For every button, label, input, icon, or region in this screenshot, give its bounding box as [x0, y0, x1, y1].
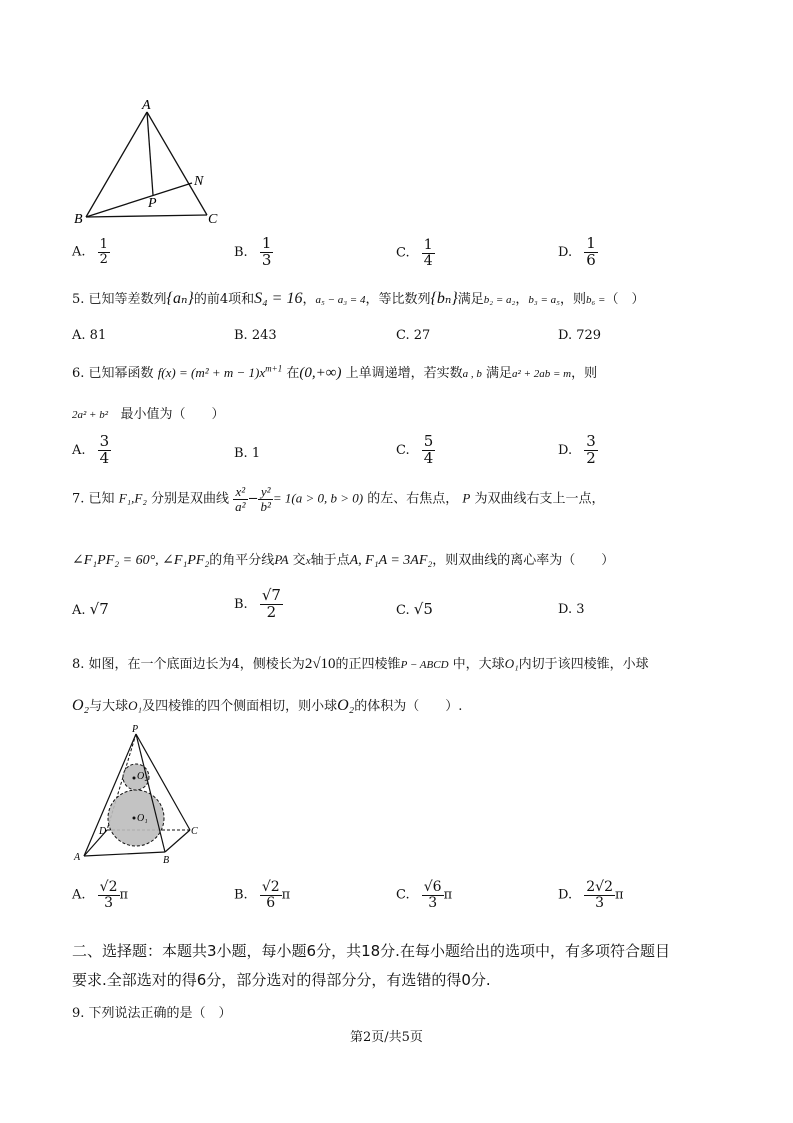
q8-option-a: A. $\frac{√2}{3}$ π	[72, 879, 129, 911]
q7-option-b: B. $\frac{√7}{2}$	[234, 586, 281, 621]
fig-label-B: B	[163, 855, 170, 866]
q9-stem: 9. 下列说法正确的是（ ）	[72, 1006, 232, 1021]
label-A: A	[142, 98, 151, 113]
fig-label-P: P	[132, 724, 139, 735]
q6-option-a: A. $\frac{3}{4}$	[72, 432, 110, 467]
q8-option-c: C. $\frac{√6}{3}$ π	[396, 879, 453, 911]
q7-option-c: C. √5	[396, 600, 433, 618]
label-N: N	[194, 174, 204, 189]
q5-option-b: B. 243	[234, 328, 277, 343]
q4-option-a: A. $\frac{1}{2}$	[72, 237, 108, 267]
q7-stem-line1: 7. 已知 F₁,F₂ 分别是双曲线 $\frac{\text{x²}}{\text{a²}}$ − $\frac{\text{y²}}{\text{b²}}$ = 1(a > 0, b > 0) 的左、右焦点， P 为双曲线右支上一点，	[72, 484, 605, 514]
q7-option-a: A. √7	[72, 600, 109, 618]
label-B: B	[74, 212, 83, 227]
fig-label-O1: O₁	[137, 813, 148, 824]
fig-label-A: A	[74, 852, 81, 863]
q6-option-c: C. $\frac{5}{4}$	[396, 432, 434, 467]
label-P: P	[148, 196, 157, 211]
q6-option-d: D. $\frac{3}{2}$	[558, 432, 596, 467]
section2-heading-line2: 要求.全部选对的得6分，部分选对的得部分分，有选错的得0分.	[72, 971, 491, 989]
q5-stem: 5. 已知等差数列{aₙ}的前4项和S₄ = 16，a₅ − a₃ = 4，等比数列{bₙ}满足b₂ = a₂，b₃ = a₅，则b₆ =（ ）	[72, 290, 645, 307]
triangle-figure	[70, 92, 230, 232]
pyramid-figure	[70, 724, 210, 869]
q4-option-d: D. $\frac{1}{6}$	[558, 234, 596, 269]
q6-stem-line2: 2a² + b² 最小值为（ ）	[72, 407, 225, 422]
fig-label-O2: O₂	[137, 771, 148, 782]
q4-option-b: B. $\frac{1}{3}$	[234, 234, 272, 269]
label-C: C	[208, 212, 218, 227]
q5-option-d: D. 729	[558, 328, 602, 343]
q8-option-b: B. $\frac{√2}{6}$ π	[234, 879, 291, 911]
q6-stem-line1: 6. 已知幂函数 $f(x) = (m^2 + m - 1)x^{m+1}$ 在(0,+∞) 上单调递增，若实数a , b 满足a² + 2ab = m，则	[72, 363, 598, 381]
q7-option-d: D. 3	[558, 602, 585, 617]
page-footer: 第2页/共5页	[350, 1030, 423, 1045]
q6-option-b: B. 1	[234, 446, 261, 461]
q8-option-d: D. $\frac{2√2}{3}$ π	[558, 879, 624, 911]
q8-stem-line1: 8. 如图，在一个底面边长为4，侧棱长为2√10的正四棱锥P − ABCD 中，大球O₁内切于该四棱锥，小球	[72, 656, 649, 672]
fig-label-C: C	[191, 826, 198, 837]
q5-option-a: A. 81	[72, 328, 107, 343]
section2-heading-line1: 二、选择题：本题共3小题，每小题6分，共18分.在每小题给出的选项中，有多项符合题目	[72, 942, 670, 960]
q5-option-c: C. 27	[396, 328, 431, 343]
q7-stem-line2: ∠F₁PF₂ = 60°, ∠F₁PF₂的角平分线PA 交x轴于点A, F₁A = 3AF₂，则双曲线的离心率为（ ）	[72, 552, 615, 568]
q4-option-c: C. $\frac{1}{4}$	[396, 237, 433, 269]
q8-stem-line2: O₂与大球O₁及四棱锥的四个侧面相切，则小球O₂的体积为（ ）.	[72, 697, 463, 714]
fig-label-D: D	[99, 826, 107, 837]
large-sphere	[108, 790, 164, 846]
